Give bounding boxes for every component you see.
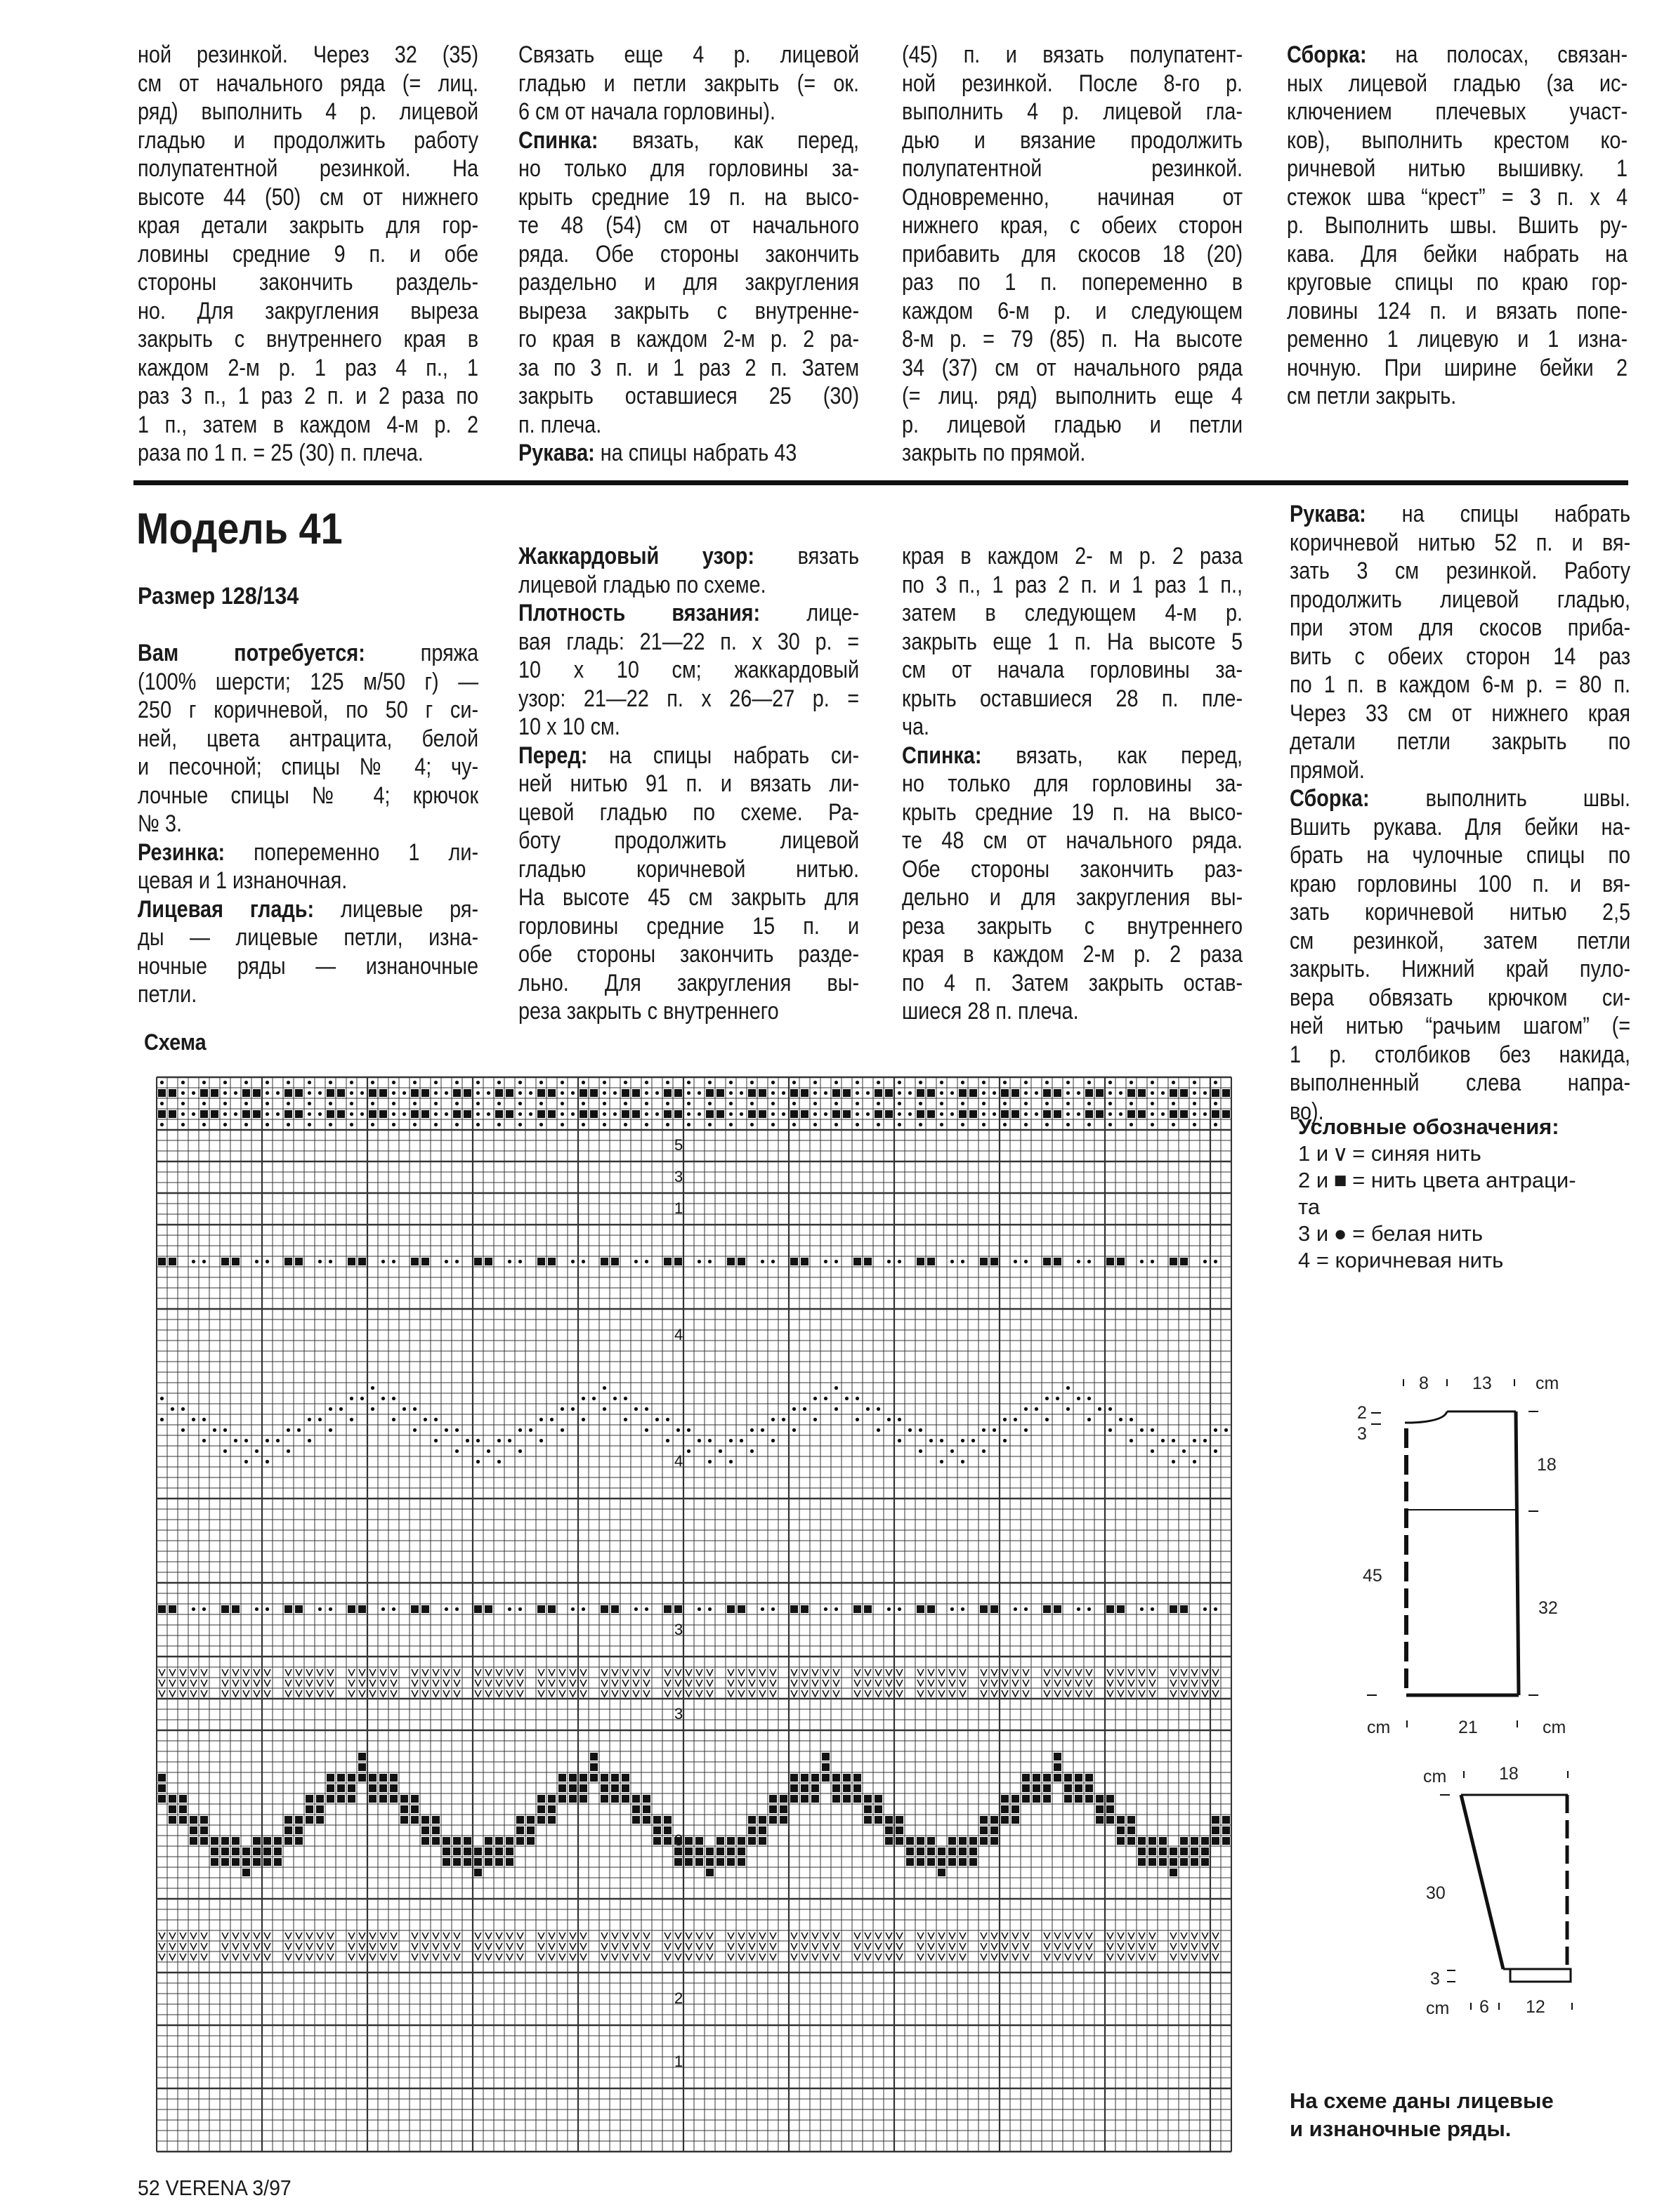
dim-unit: cm [1543,1718,1566,1737]
line-text: края в каждом 2-м р. 2 раза [902,941,1243,968]
color-number-label: 2 [674,1989,683,2007]
line-text: реза закрыть с внутреннего [902,912,1243,940]
line-text: нижнего края, с обеих сторон [902,212,1243,239]
line-text: реза закрыть с внутреннего [518,998,779,1025]
line-text: ней, цвета антрацита, белой [138,725,479,752]
dim-width: 21 [1458,1718,1478,1737]
line-text: Одновременно, начиная от [902,183,1243,211]
dim-unit: cm [1536,1374,1559,1393]
line-text: лицевые ря- [314,895,479,923]
schema-label: Схема [144,1029,207,1055]
line-text: ков), выполнить крестом ко- [1287,126,1628,154]
line-text: дельно и для закругления вы- [902,884,1243,911]
legend-text: = нить цвета антраци- [1352,1168,1576,1192]
line-text: стороны закончить раздель- [138,269,479,296]
dim-neck-a: 2 [1357,1403,1367,1423]
filled-dot-icon: ● [1333,1221,1347,1246]
line-text: закрыть. Нижний край пуло- [1290,956,1631,982]
section-heading: Сборка: [1290,785,1370,812]
line-text: ды — лицевые петли, изна- [138,924,479,951]
color-number-label: 3 [674,1168,683,1185]
line-text: края детали закрыть для гор- [138,212,479,239]
body-scheme [1367,1379,1538,1727]
line-text: краю горловины 100 п. и вя- [1290,870,1631,897]
line-text: ременно 1 лицевую и 1 изна- [1287,326,1628,353]
color-number-label: 4 [674,1452,683,1470]
line-text: ночные ряды — изнаночные [138,952,479,980]
line-text: ричневой нитью вышивку. 1 [1287,155,1628,182]
section-heading: Перед: [518,742,588,769]
line-text: лицевой гладью по схеме. [518,571,766,598]
line-text: прямой. [1290,756,1365,784]
line-text: гладью и петли закрыть (= ок. [518,70,860,97]
line-text: ней нитью “рачьим шагом” (= [1290,1013,1631,1039]
line-text: зать коричневой нитью 2,5 [1290,899,1631,926]
legend-text: = белая нить [1352,1221,1484,1246]
note-line: и изнаночные ряды. [1290,2116,1512,2141]
line-text: зать 3 см резинкой. Работу [1290,558,1631,584]
line-text: (45) п. и вязать полупатент- [902,41,1243,68]
dim-shoulder-width: 13 [1472,1374,1492,1393]
line-text: попеременно 1 ли- [225,838,479,866]
line-text: Обе стороны закончить раз- [902,855,1243,883]
dim-sleeve-length: 30 [1426,1883,1446,1903]
section-heading: Резинка: [138,838,225,866]
line-text: на спицы набрать си- [587,742,860,769]
legend-text: = синяя нить [1352,1141,1481,1166]
legend-heading: Условные обозначения: [1298,1114,1559,1139]
line-text: на полосах, связан- [1366,41,1628,68]
color-number-label: 3 [674,1621,683,1638]
line-text: п. плеча. [518,411,602,438]
line-text: каждом 6-м р. и следующем [902,297,1243,324]
dim-side-length: 32 [1538,1598,1558,1618]
line-text: раздельно и для закругления [518,269,860,296]
line-text: боту продолжить лицевой [518,827,860,854]
line-text: 250 г коричневой, по 50 г си- [138,697,479,723]
section-heading: Рукава: [1290,501,1366,527]
dim-cuff-height: 3 [1430,1969,1440,1989]
color-number-label: 1 [674,2053,683,2070]
line-text: ной резинкой. После 8-го р. [902,70,1243,97]
line-text: выполнить 4 р. лицевой гла- [902,98,1243,125]
line-text: раз 3 п., 1 раз 2 п. и 2 раза по [138,383,479,409]
line-text: коричневой нитью 52 п. и вя- [1290,529,1631,556]
line-text: по 4 п. Затем закрыть остав- [902,969,1243,996]
line-text: брать на чулочные спицы по [1290,842,1631,869]
sleeve-scheme [1440,1771,1572,2010]
line-text: на спицы набрать 43 [594,440,797,466]
line-text: по 1 п. в каждом 6-м р. = 80 п. [1290,671,1631,698]
line-text: цевая и 1 изнаночная. [138,867,348,894]
line-text: № 3. [138,810,182,837]
chart-note [1290,2087,1554,2143]
line-text: р. лицевой гладью и петли [902,411,1243,438]
model-size: Размер 128/134 [138,583,299,610]
line-text: кава. Для бейки набрать на [1287,240,1628,268]
line-text: крыть средние 19 п. на высо- [518,183,860,211]
legend-text: 4 = коричневая нить [1298,1248,1504,1272]
line-text: ной резинкой. Через 32 (35) [138,41,479,68]
line-text: Связать еще 4 р. лицевой [518,41,860,68]
line-text: ловины средние 9 п. и обе [138,240,479,268]
section-heading: Жаккардовый узор: [518,543,754,570]
line-text: дью и вязание продолжить [902,126,1243,154]
line-text: те 48 см от начального ряда. [902,827,1243,854]
line-text: узор: 21—22 п. х 26—27 р. = [518,685,860,712]
line-text: р. Выполнить швы. Вшить ру- [1287,212,1628,239]
line-text: крыть средние 19 п. на высо- [902,798,1243,826]
line-text: 34 (37) см от начального ряда [902,354,1243,381]
line-text: вая гладь: 21—22 п. х 30 р. = [518,628,860,655]
line-text: закрыть с внутреннего края в [138,326,479,353]
line-text: 1 п., затем в каждом 4-м р. 2 [138,411,479,438]
line-text: во). [1290,1098,1324,1125]
section-heading: Спинка: [902,742,982,769]
line-text: шиеся 28 п. плеча. [902,998,1079,1025]
section-heading: Спинка: [518,126,598,154]
note-line: На схеме даны лицевые [1290,2088,1554,2113]
line-text: вязать, как перед, [598,126,860,154]
legend-text: та [1298,1194,1321,1219]
line-text: выполненный слева напра- [1290,1069,1631,1096]
line-text: ночную. При ширине бейки 2 [1287,354,1628,381]
color-number-label: 1 [674,1199,683,1217]
line-text: крыть оставшиеся 28 п. пле- [902,685,1243,712]
line-text: те 48 (54) см от начального [518,212,860,239]
section-heading: Вам потребуется: [138,640,365,666]
line-text: (= лиц. ряд) выполнить еще 4 [902,383,1243,409]
model-title: Модель 41 [136,505,343,553]
line-text: цевой гладью по схеме. Ра- [518,798,860,826]
page-footer: 52 VERENA 3/97 [138,2175,292,2200]
section-heading: Плотность вязания: [518,600,761,626]
line-text: см резинкой, затем петли [1290,927,1631,954]
line-text: 1 р. столбиков без накида, [1290,1041,1631,1068]
dim-unit: cm [1423,1767,1447,1786]
line-text: 10 х 10 см. [518,713,620,740]
line-text: 8-м р. = 79 (85) п. На высоте [902,326,1243,353]
line-text: 6 см от начала горловины). [518,98,775,125]
body-scheme-labels [1357,1374,1566,1737]
line-text: вить с обеих сторон 14 раз [1290,643,1631,670]
dim-neck-b: 3 [1357,1424,1367,1444]
line-text: петли. [138,981,197,1008]
line-text: на спицы набрать [1366,501,1631,527]
line-text: полупатентной резинкой. На [138,155,479,182]
line-text: края в каждом 2- м р. 2 раза [902,543,1243,570]
line-text: закрыть оставшиеся 25 (30) [518,383,860,409]
line-text: раз по 1 п. попеременно в [902,269,1243,296]
line-text: лочные спицы № 4; крючок [138,782,479,809]
line-text: (100% шерсти; 125 м/50 г) — [138,668,479,695]
color-number-label: 3 [674,1831,683,1849]
sleeve-seam-line [1461,1795,1503,1969]
legend-prefix: 2 и [1298,1168,1329,1192]
line-text: льно. Для закругления вы- [518,969,860,996]
line-text: го края в каждом 2-м р. 2 ра- [518,326,860,353]
legend-prefix: 3 и [1298,1221,1329,1246]
line-text: закрыть по прямой. [902,440,1086,466]
line-text: но только для горловины за- [518,155,860,182]
line-text: закрыть еще 1 п. На высоте 5 [902,628,1243,655]
line-text: раза по 1 п. = 25 (30) п. плеча. [138,440,424,466]
line-text: гладью и продолжить работу [138,126,479,154]
line-text: 10 х 10 см; жаккардовый [518,657,860,683]
line-text: гладью коричневой нитью. [518,855,860,883]
line-text: обе стороны закончить разде- [518,941,860,968]
legend-prefix: 1 и [1298,1141,1329,1166]
filled-square-icon: ■ [1333,1168,1347,1192]
dim-unit: cm [1367,1718,1391,1737]
line-text: ных лицевой гладью (за ис- [1287,70,1628,97]
line-text: и песочной; спицы № 4; чу- [138,753,479,780]
dimension-ticks [1367,1379,1538,1727]
line-text: см от начала горловины за- [902,657,1243,683]
line-text: горловины средние 15 п. и [518,912,860,940]
color-number-label: 5 [674,1136,683,1154]
line-text: но. Для закругления выреза [138,297,479,324]
line-text: выреза закрыть с внутренне- [518,297,860,324]
line-text: вязать [754,543,860,570]
line-text: вязать, как перед, [981,742,1243,769]
line-text: круговые спицы по краю гор- [1287,269,1628,296]
section-heading: Сборка: [1287,41,1367,68]
dim-unit: cm [1426,1999,1450,2018]
line-text: Вшить рукава. Для бейки на- [1290,813,1631,841]
line-text: ней нитью 91 п. и вязать ли- [518,770,860,797]
line-text: см петли закрыть. [1287,383,1457,409]
line-text: детали петли закрыть по [1290,728,1631,755]
line-text: высоте 44 (50) см от нижнего [138,183,479,211]
line-text: стежок шва “крест” = 3 п. х 4 [1287,183,1628,211]
line-text: за по 3 п. и 1 раз 2 п. Затем [518,354,860,381]
line-text: ключением плечевых участ- [1287,98,1628,125]
line-text: ряд) выполнить 4 р. лицевой [138,98,479,125]
line-text: полупатентной резинкой. [902,155,1243,182]
side-seam-line [1516,1411,1519,1695]
dim-total-length: 45 [1363,1566,1382,1586]
line-text: пряжа [365,640,479,666]
line-text: прибавить для скосов 18 (20) [902,240,1243,268]
color-number-label: 3 [674,1705,683,1723]
line-text: ловины 124 п. и вязать попе- [1287,297,1628,324]
line-text: продолжить лицевой гладью, [1290,586,1631,613]
line-text: но только для горловины за- [902,770,1243,797]
line-text: ряда. Обе стороны закончить [518,240,860,268]
v-symbol-icon: ∨ [1332,1141,1349,1166]
dim-sleeve-bottom-left: 6 [1479,1997,1489,2017]
neckline-curve [1405,1411,1447,1423]
line-text: см от начального ряда (= лиц. [138,70,479,97]
dim-armhole: 18 [1537,1455,1557,1475]
dim-neck-width: 8 [1419,1374,1429,1393]
line-text: лице- [760,600,860,626]
line-text: каждом 2-м р. 1 раз 4 п., 1 [138,354,479,381]
line-text: Через 33 см от нижнего края [1290,699,1631,727]
section-heading: Лицевая гладь: [138,895,315,923]
color-number-label: 4 [674,1326,683,1343]
line-text: выполнить швы. [1369,785,1631,812]
line-text: ча. [902,713,930,740]
line-text: На высоте 45 см закрыть для [518,884,860,911]
section-heading: Рукава: [518,440,595,466]
line-text: при этом для скосов приба- [1290,614,1631,641]
line-text: вера обвязать крючком си- [1290,984,1631,1011]
sleeve-cuff [1503,1969,1571,1982]
dim-sleeve-top: 18 [1499,1764,1519,1784]
dim-sleeve-bottom-right: 12 [1526,1997,1545,2017]
sleeve-ticks [1440,1771,1572,2010]
line-text: затем в следующем 4-м р. [902,600,1243,626]
line-text: по 3 п., 1 раз 2 п. и 1 раз 1 п., [902,571,1243,598]
